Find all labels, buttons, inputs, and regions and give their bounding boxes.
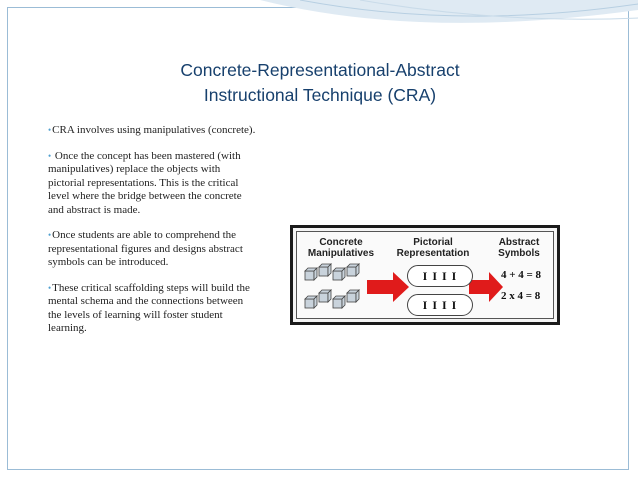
slide-title-line1: Concrete-Representational-Abstract	[180, 60, 460, 80]
bullet-list	[48, 124, 258, 348]
col-pictorial-heading: Pictorial Representation	[396, 237, 470, 259]
col-abstract-heading: Abstract Symbols	[498, 237, 540, 259]
pictorial-tally-2: I I I I	[407, 294, 473, 316]
pictorial-tally-1: I I I I	[407, 265, 473, 287]
bullet-text: These critical scaffolding steps will build the mental schema and the connections between the levels of learning will foster student learning.	[48, 281, 250, 334]
bullet-item: • Once the concept has been mastered (with manipulatives) replace the objects with pictorial representations. This is the critical level where the bridge between the concrete and abstract is made.	[48, 149, 242, 216]
bullet-item: •Once students are able to comprehend the representational figures and designs abstract symbols can be introduced.	[48, 229, 243, 268]
bullet-item: •These critical scaffolding steps will build the mental schema and the connections between the levels of learning will foster student learning.	[48, 281, 250, 334]
abstract-equation-2: 2 x 4 = 8	[501, 290, 541, 302]
bullet-text: Once students are able to comprehend the representational figures and designs abstract symbols can be introduced.	[48, 229, 243, 268]
cra-diagram	[290, 225, 560, 325]
bullet-text: CRA involves using manipulatives (concrete).	[52, 124, 256, 136]
cra-diagram-inner	[296, 231, 554, 319]
bullet-text: Once the concept has been mastered (with manipulatives) replace the objects with pictorial representations. This is the critical level where the bridge between the concrete and abstract is made.	[48, 149, 242, 216]
slide-title-line2: Instructional Technique (CRA)	[203, 85, 437, 105]
cube-icons	[305, 264, 359, 308]
col-concrete-heading: Concrete Manipulatives	[307, 237, 375, 259]
decorative-swoosh	[0, 0, 638, 60]
abstract-equation-1: 4 + 4 = 8	[501, 269, 542, 281]
bullet-item: •CRA involves using manipulatives (concrete).	[48, 124, 256, 136]
